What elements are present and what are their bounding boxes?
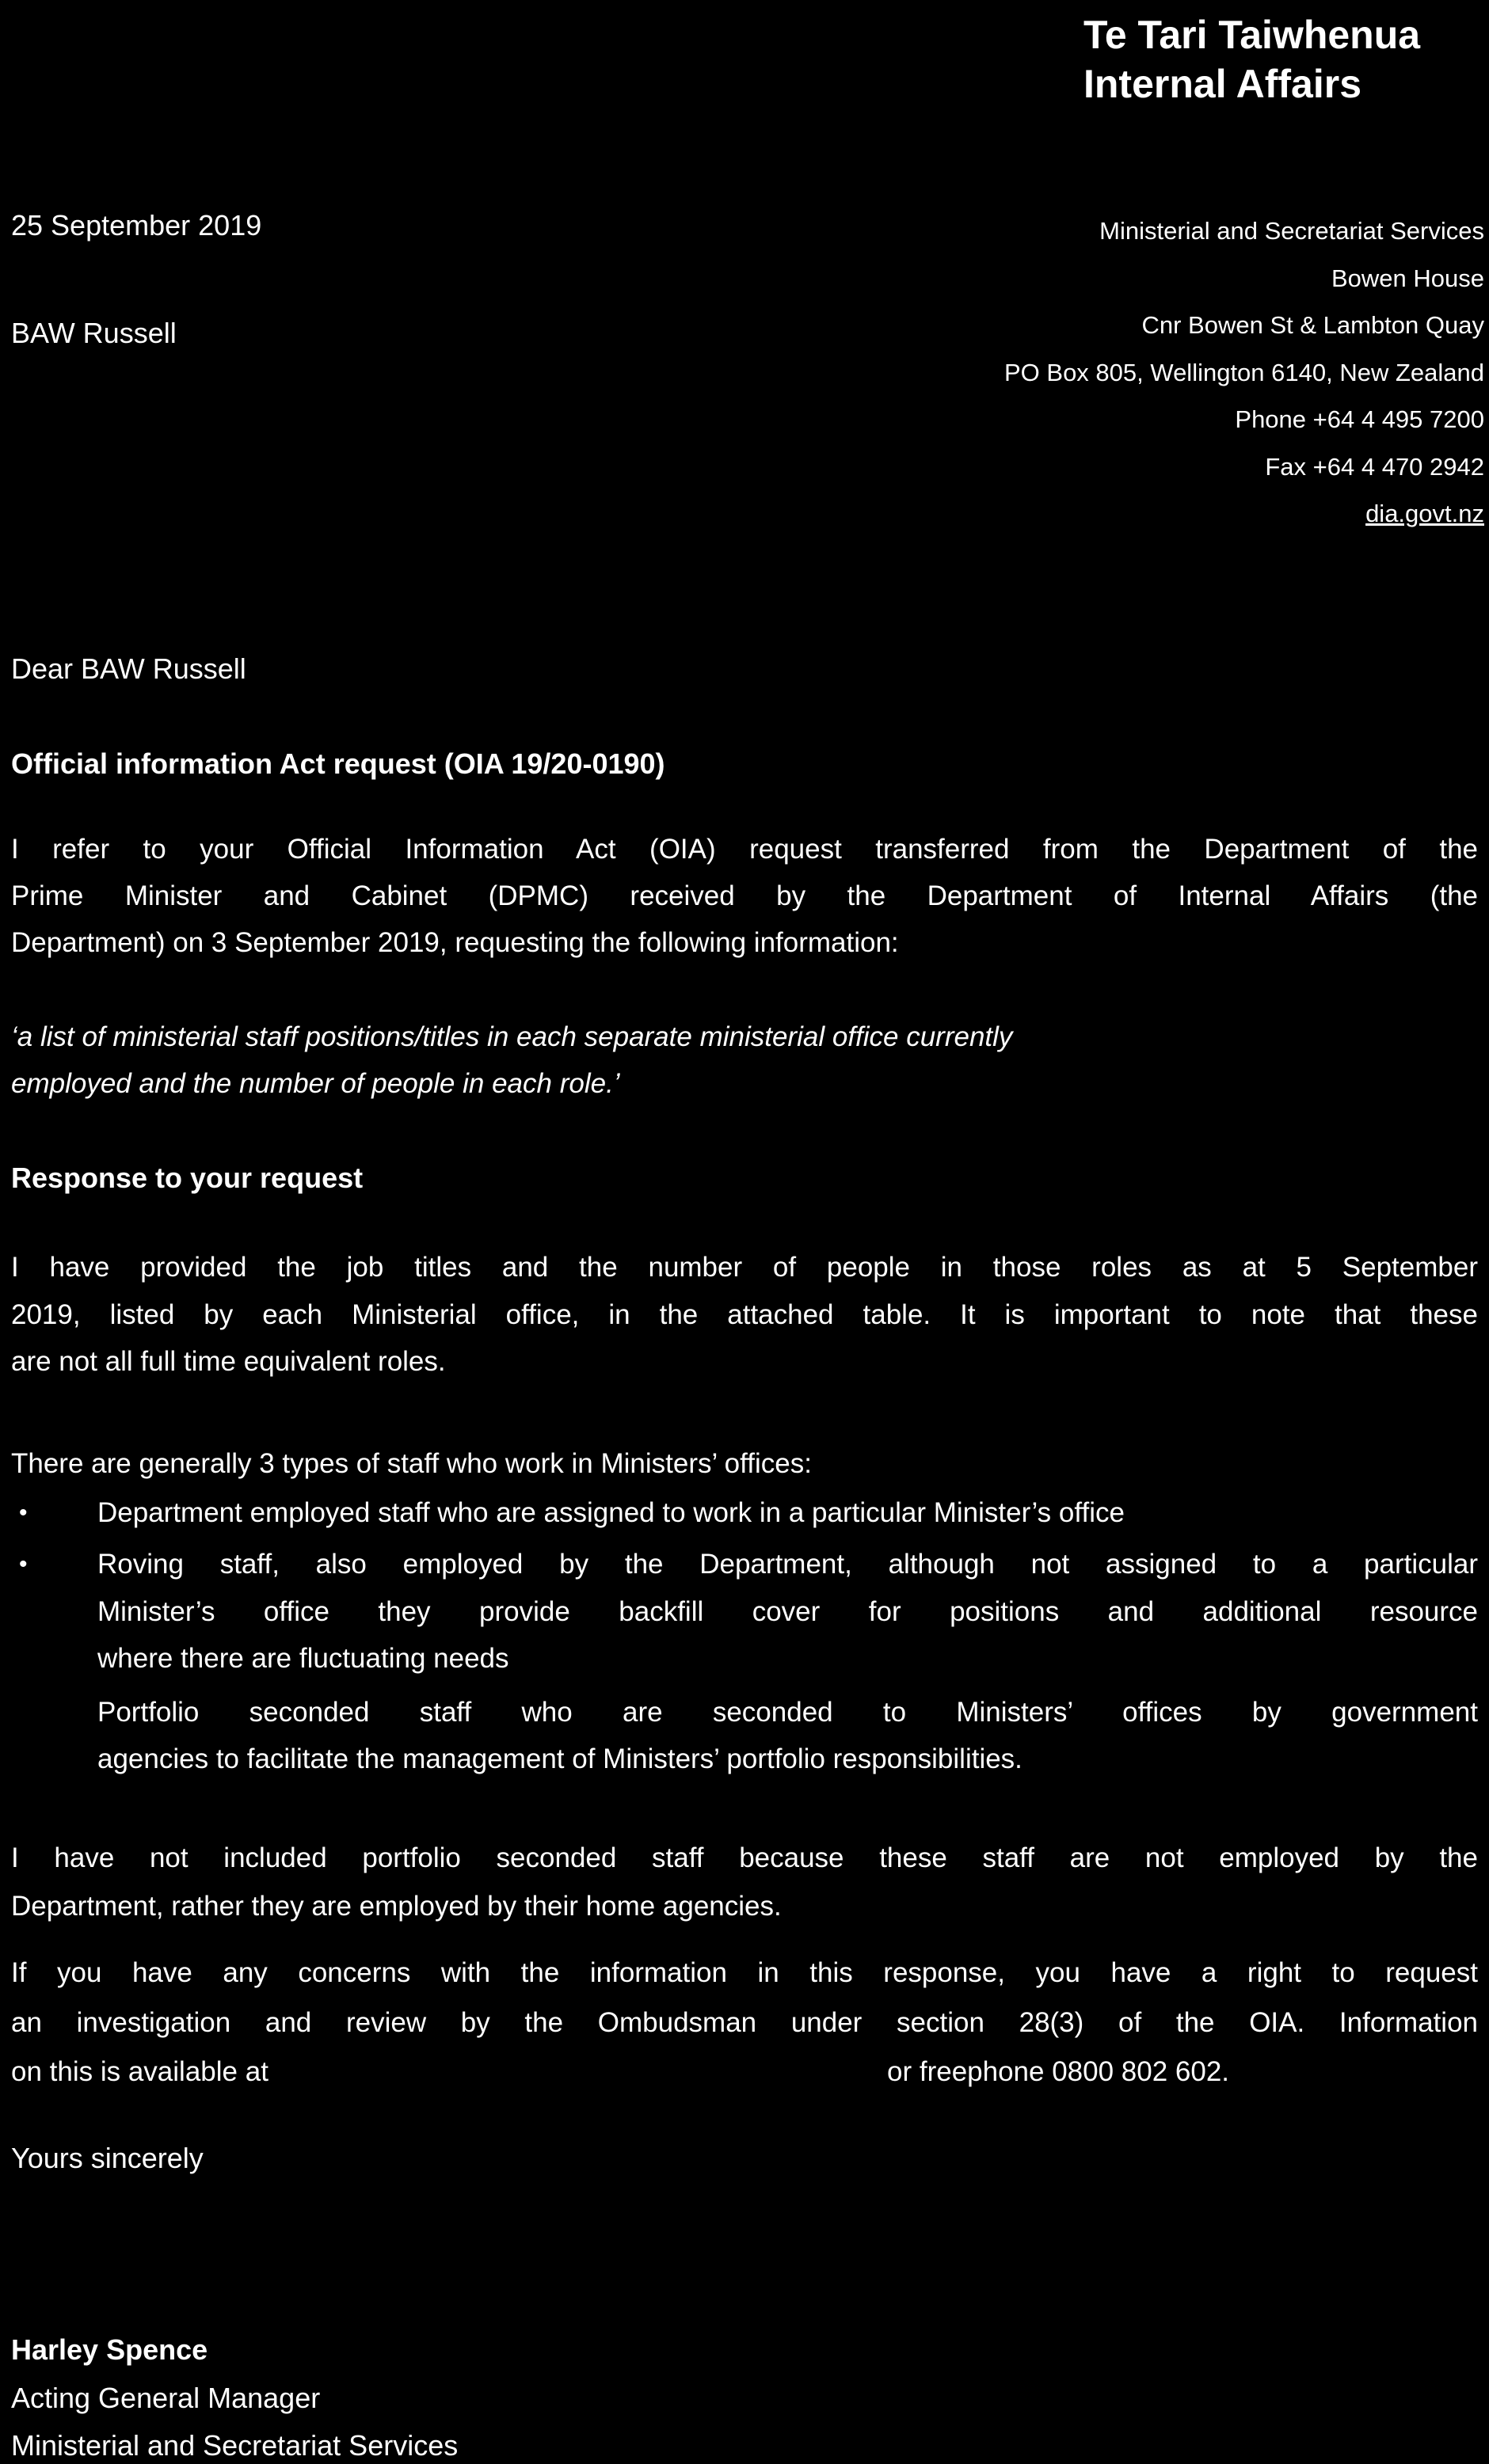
signatory-unit: Ministerial and Secretariat Services — [11, 2429, 459, 2462]
freephone-text: or freephone 0800 802 602. — [887, 2056, 1230, 2087]
paragraph-line: 2019, listed by each Ministerial office, in the attached table. It is important to note that these — [11, 1299, 1478, 1330]
bullet-icon: • — [19, 1500, 28, 1526]
website-link[interactable]: dia.govt.nz — [1365, 500, 1484, 527]
paragraph-line: Prime Minister and Cabinet (DPMC) received by the Department of Internal Affairs (the — [11, 880, 1478, 911]
paragraph-line: Department, rather they are employed by their home agencies. — [11, 1891, 782, 1922]
address-po-box: PO Box 805, Wellington 6140, New Zealand — [1003, 359, 1484, 386]
signatory-title: Acting General Manager — [11, 2382, 321, 2414]
subject-heading: Official information Act request (OIA 19/20-0190) — [11, 747, 665, 780]
bullet-item-line: Portfolio seconded staff who are seconded to Ministers’ offices by government — [97, 1697, 1478, 1728]
paragraph-line: an investigation and review by the Ombudsman under section 28(3) of the OIA. Information — [11, 2007, 1478, 2038]
address-phone: Phone +64 4 495 7200 — [1235, 405, 1484, 433]
letterhead-maori-name: Te Tari Taiwhenua — [1083, 13, 1421, 57]
bullet-item-line: Department employed staff who are assigned to work in a particular Minister’s office — [97, 1497, 1125, 1528]
paragraph-line: I have not included portfolio seconded staff because these staff are not employed by the — [11, 1842, 1478, 1873]
address-unit: Ministerial and Secretariat Services — [1099, 217, 1484, 245]
salutation: Dear BAW Russell — [11, 652, 246, 685]
paragraph-line: on this is available at — [11, 2056, 268, 2087]
bullet-item-line: Roving staff, also employed by the Department, although not assigned to a particular — [97, 1549, 1478, 1580]
paragraph-line: If you have any concerns with the information in this response, you have a right to request — [11, 1957, 1478, 1988]
bullet-item-line: agencies to facilitate the management of Ministers’ portfolio responsibilities. — [97, 1743, 1022, 1774]
address-building: Bowen House — [1331, 264, 1484, 292]
quoted-request-line: employed and the number of people in each role.’ — [11, 1068, 620, 1099]
address-fax: Fax +64 4 470 2942 — [1265, 453, 1484, 481]
bullet-icon: • — [19, 1551, 28, 1577]
signatory-name: Harley Spence — [11, 2333, 208, 2366]
letter-date: 25 September 2019 — [11, 209, 262, 241]
address-street: Cnr Bowen St & Lambton Quay — [1141, 311, 1484, 339]
paragraph-line: I have provided the job titles and the number of people in those roles as at 5 September — [11, 1252, 1478, 1283]
paragraph-line: are not all full time equivalent roles. — [11, 1346, 446, 1377]
paragraph-line: Department) on 3 September 2019, requesting the following information: — [11, 927, 899, 958]
response-heading: Response to your request — [11, 1162, 364, 1194]
closing: Yours sincerely — [11, 2142, 204, 2174]
bullet-item-line: Minister’s office they provide backfill cover for positions and additional resource — [97, 1596, 1478, 1627]
staff-types-intro: There are generally 3 types of staff who work in Ministers’ offices: — [11, 1448, 812, 1479]
recipient-name: BAW Russell — [11, 317, 177, 349]
quoted-request-line: ‘a list of ministerial staff positions/titles in each separate ministerial office currently — [11, 1021, 1013, 1052]
bullet-item-line: where there are fluctuating needs — [97, 1643, 509, 1674]
paragraph-line: I refer to your Official Information Act (OIA) request transferred from the Department of the — [11, 834, 1478, 865]
letterhead-english-name: Internal Affairs — [1083, 62, 1362, 106]
